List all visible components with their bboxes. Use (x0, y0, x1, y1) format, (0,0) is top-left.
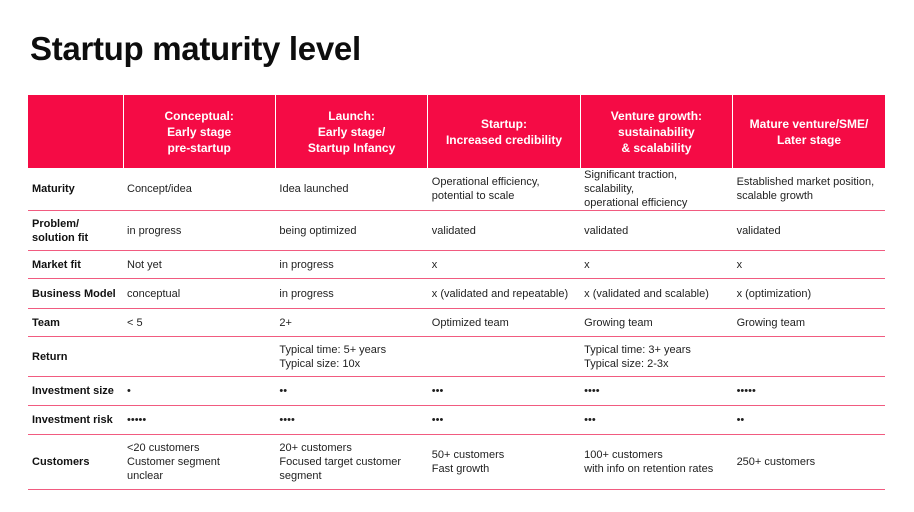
header-cell-stage (123, 95, 275, 168)
row-label: Investment risk (28, 406, 123, 435)
table-row (28, 337, 885, 377)
table-cell: in progress (275, 279, 427, 309)
table-cell (123, 337, 275, 377)
table-cell: ••••• (733, 377, 885, 406)
table-cell: 100+ customers with info on retention rates (580, 435, 732, 490)
table-header (28, 95, 885, 168)
table-cell: in progress (123, 211, 275, 251)
table-cell: 20+ customers Focused target customer segment (275, 435, 427, 490)
table-cell: x (optimization) (733, 279, 885, 309)
table-cell: validated (580, 211, 732, 251)
table-cell (428, 337, 580, 377)
table-cell: x (428, 251, 580, 279)
table-cell: <20 customers Customer segment unclear (123, 435, 275, 490)
table-cell: ••• (428, 377, 580, 406)
table-cell: conceptual (123, 279, 275, 309)
table-cell: Typical time: 3+ years Typical size: 2-3x (580, 337, 732, 377)
table-cell: ••• (428, 406, 580, 435)
header-row (28, 95, 885, 168)
table-cell: ••• (580, 406, 732, 435)
table-cell: Growing team (733, 309, 885, 337)
header-cell-stage (733, 95, 885, 168)
table-cell: Not yet (123, 251, 275, 279)
table-cell: Idea launched (279, 183, 349, 195)
header-line: Mature venture/SME/ (749, 116, 869, 131)
header-line: Launch: (328, 108, 375, 123)
page-title: Startup maturity level (30, 30, 361, 67)
table-row (28, 211, 885, 251)
table-cell: x (validated and scalable) (580, 279, 732, 309)
row-label: Customers (28, 435, 123, 490)
table-cell: •••• (580, 377, 732, 406)
table-row (28, 406, 885, 435)
table-row (28, 435, 885, 490)
header-line: pre-startup (167, 140, 231, 155)
row-label: Market fit (28, 251, 123, 279)
header-line: Startup Infancy (307, 140, 396, 155)
table-cell: •• (275, 377, 427, 406)
table-cell: x (733, 251, 885, 279)
table-cell: validated (733, 211, 885, 251)
table-cell: 250+ customers (733, 435, 885, 490)
header-cell-corner (28, 95, 123, 168)
table-cell (733, 337, 885, 377)
table-cell: • (123, 377, 275, 406)
table-cell: ••••• (123, 406, 275, 435)
header-cell-stage (275, 95, 427, 168)
header-line: Venture growth: (610, 108, 703, 123)
maturity-table (28, 95, 885, 490)
header-line: Increased credibility (445, 132, 562, 147)
table-row (28, 251, 885, 279)
table-row (28, 168, 885, 211)
table-row (28, 377, 885, 406)
header-line: Startup: (480, 116, 527, 131)
table-cell: Operational efficiency, potential to scale (431, 176, 540, 202)
table-cell: •••• (275, 406, 427, 435)
header-line: Early stage (167, 124, 232, 139)
row-label: Investment size (28, 377, 123, 406)
row-label: Maturity (32, 183, 75, 195)
table-cell: Growing team (580, 309, 732, 337)
table-cell: Significant traction, scalability, operational efficiency (584, 169, 688, 209)
table-body (28, 168, 885, 490)
header-line: sustainability (618, 124, 695, 139)
table-cell: •• (733, 406, 885, 435)
table-row (28, 309, 885, 337)
table-cell: x (580, 251, 732, 279)
table-cell: Concept/idea (127, 183, 192, 195)
row-label: Return (28, 337, 123, 377)
header-cell-stage (428, 95, 580, 168)
header-line: Later stage (777, 132, 842, 147)
table-cell: x (validated and repeatable) (428, 279, 580, 309)
table-cell: in progress (275, 251, 427, 279)
header-line: Early stage/ (317, 124, 386, 139)
header-cell-stage (580, 95, 732, 168)
table-cell: validated (428, 211, 580, 251)
row-label: Problem/ solution fit (28, 211, 123, 251)
table-cell: 50+ customers Fast growth (428, 435, 580, 490)
header-line: Conceptual: (164, 108, 234, 123)
table-cell: Typical time: 5+ years Typical size: 10x (275, 337, 427, 377)
table-cell: < 5 (123, 309, 275, 337)
table-cell: Established market position, scalable growth (736, 176, 875, 202)
row-label: Business Model (28, 279, 123, 309)
table-cell: being optimized (275, 211, 427, 251)
table-row (28, 279, 885, 309)
table-cell: 2+ (275, 309, 427, 337)
table-cell: Optimized team (428, 309, 580, 337)
row-label: Team (28, 309, 123, 337)
header-line: & scalability (621, 140, 692, 155)
